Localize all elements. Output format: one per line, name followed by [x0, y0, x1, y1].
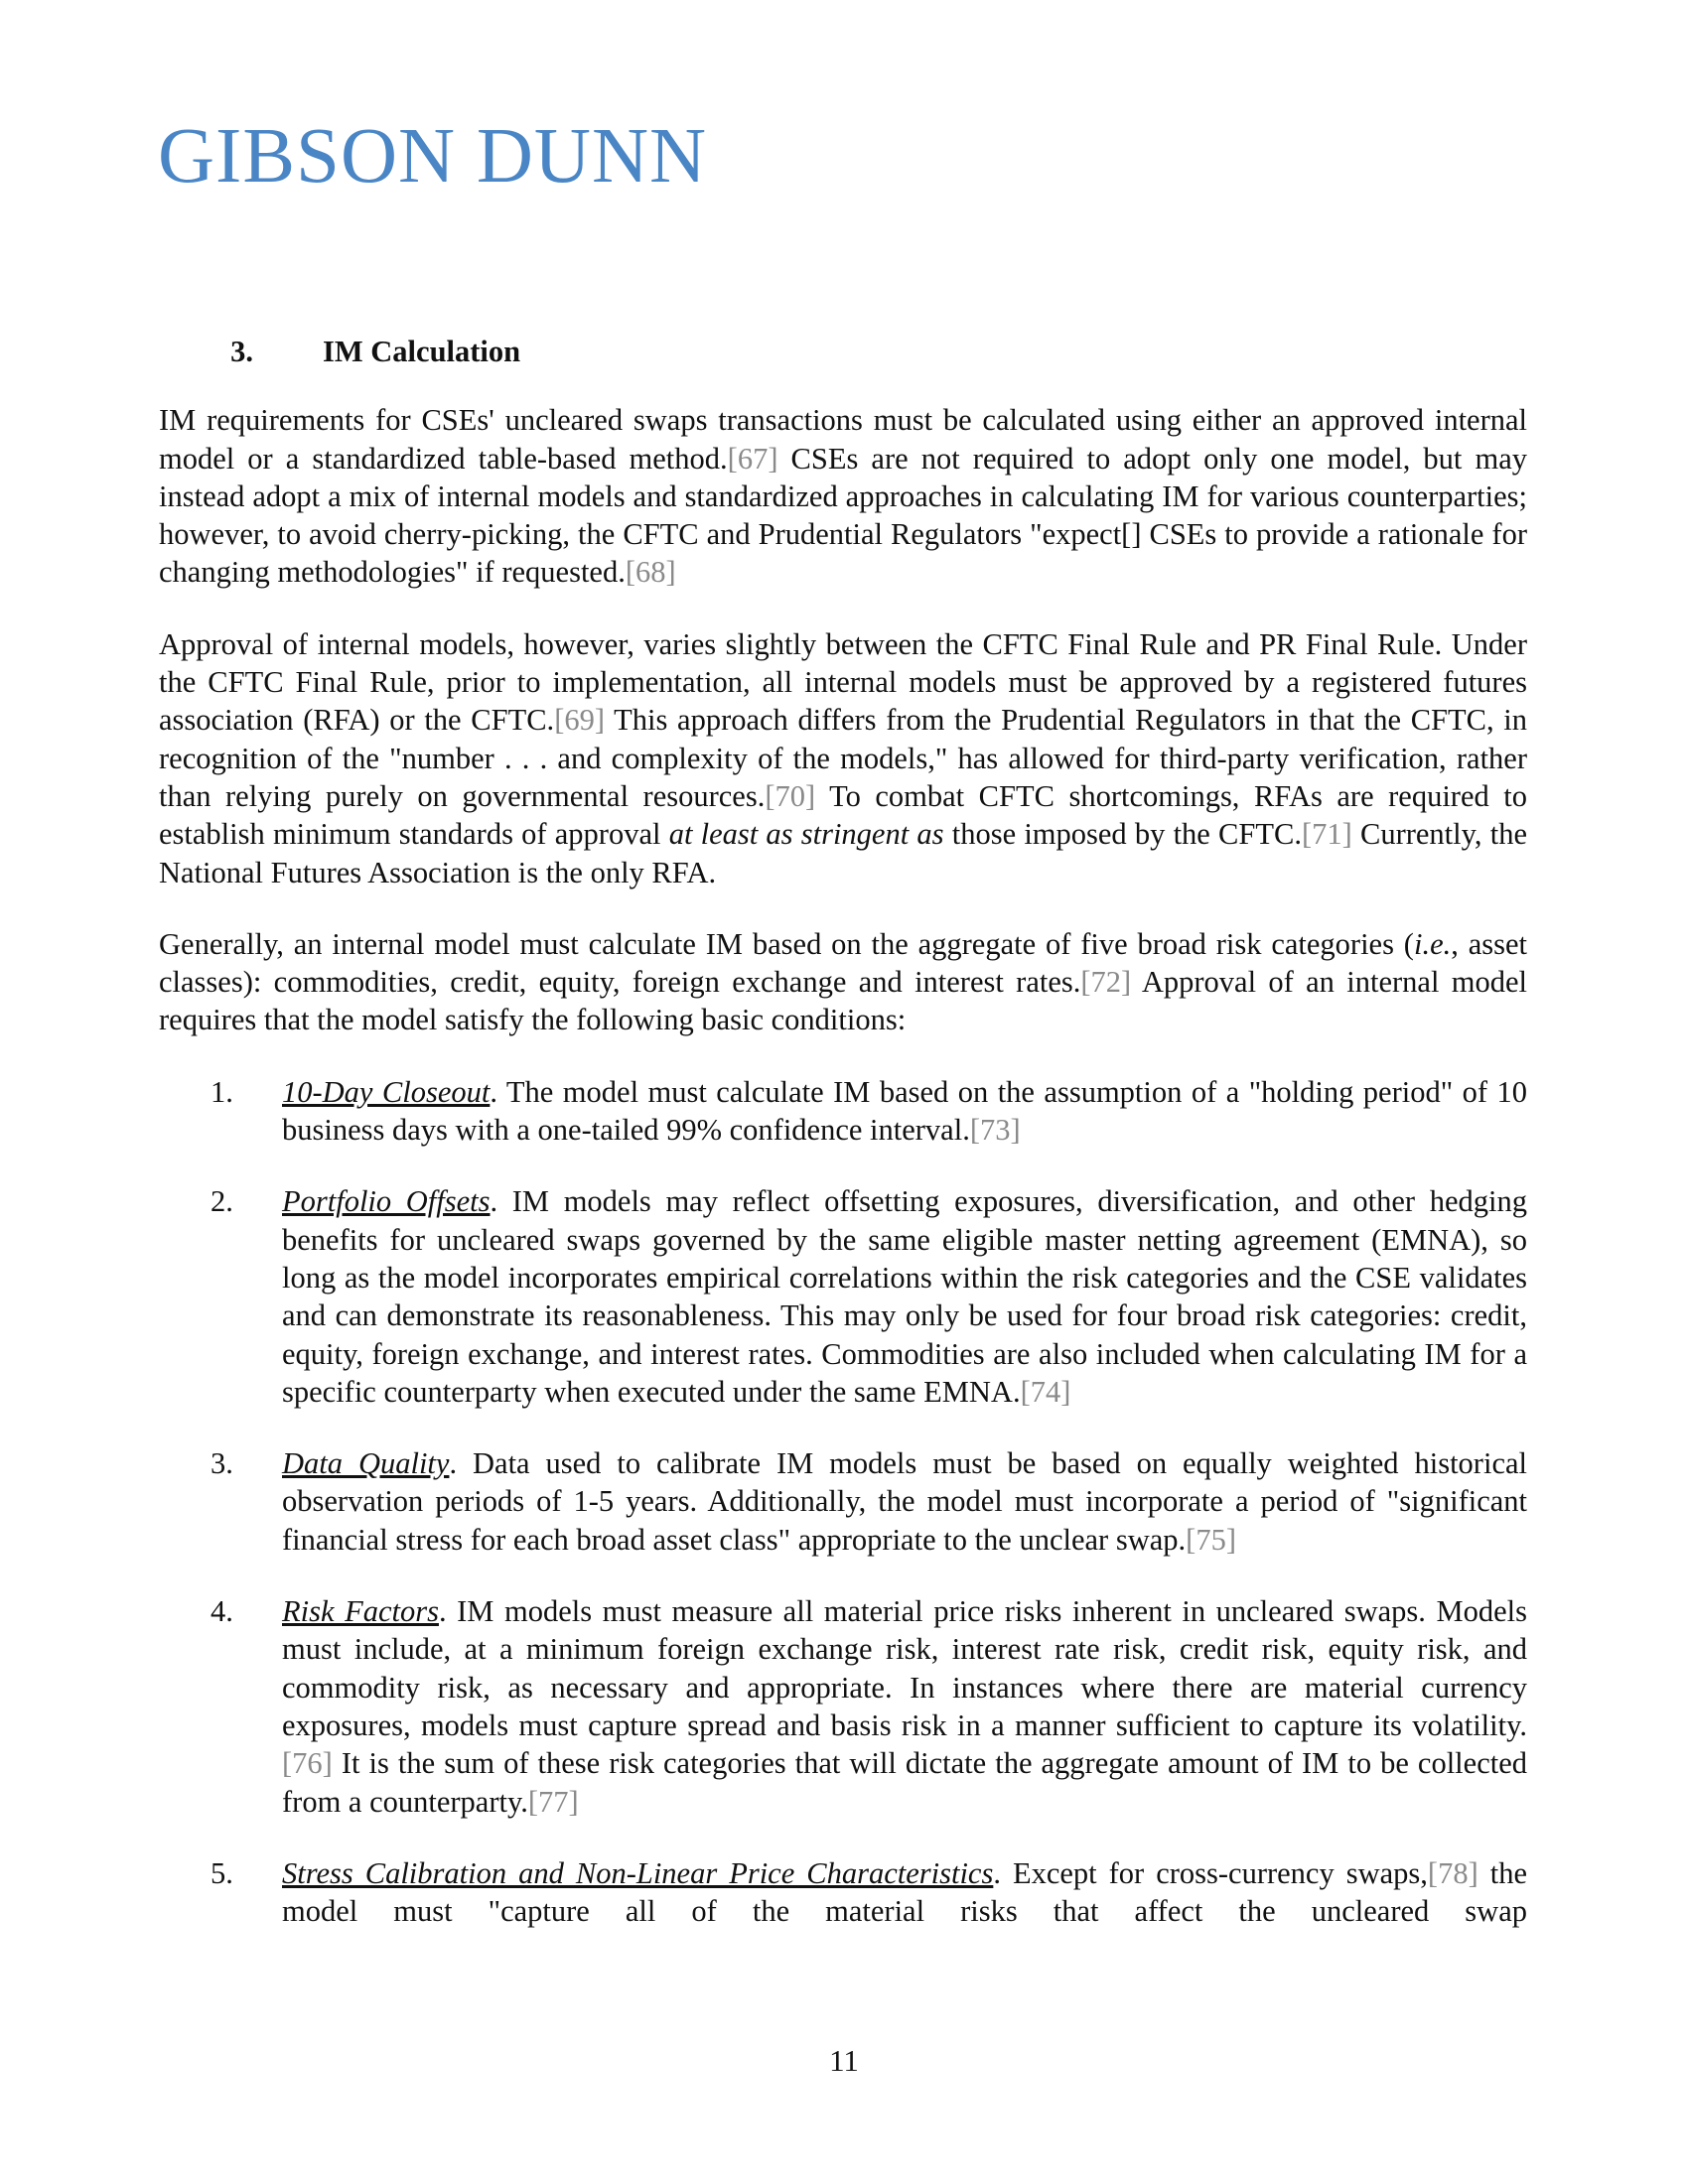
list-item-title: Stress Calibration and Non-Linear Price Characteristics	[282, 1855, 994, 1890]
footnote-link-70[interactable]: [70]	[765, 778, 816, 813]
footnote-link-68[interactable]: [68]	[625, 555, 676, 590]
footnote-link-78[interactable]: [78]	[1427, 1855, 1478, 1890]
list-item-number: 2.	[211, 1184, 233, 1219]
footnote-link-73[interactable]: [73]	[969, 1113, 1021, 1148]
section-title: IM Calculation	[323, 335, 521, 368]
paragraph-1: IM requirements for CSEs' uncleared swaps transactions must be calculated using either an approved internal model or a standardized table-based method.[67] CSEs are not required to adopt only one model, but may instead adopt a mix of internal models and standardized approaches in calculating IM for various counterparties; however, to avoid cherry-picking, the CFTC and Prudential Regulators "expect[] CSEs to provide a rationale for changing methodologies" if requested.[68]	[159, 403, 1527, 590]
footnote-link-77[interactable]: [77]	[527, 1784, 579, 1819]
footnote-link-75[interactable]: [75]	[1186, 1522, 1236, 1557]
list-item: 2. Portfolio Offsets. IM models may reflect offsetting exposures, diversification, and other hedging benefits for uncleared swaps governed by the same eligible master netting agreement (EMNA), so long as the model incorporates empirical correlations within the risk categories and the CSE validates and can demonstrate its reasonableness. This may only be used for four broad risk categories: credit, equity, foreign exchange, and interest rates. Commodities are also included when calculating IM for a specific counterparty when executed under the same EMNA.[74]	[159, 1182, 1527, 1411]
footnote-link-76[interactable]: [76]	[282, 1746, 333, 1781]
list-item: 4. Risk Factors. IM models must measure all material price risks inherent in uncleared swaps. Models must include, at a minimum foreign exchange risk, interest rate risk, credit risk, equity risk, and commodity risk, as necessary and appropriate. In instances where there are material currency exposures, models must capture spread and basis risk in a manner sufficient to capture its volatility.[76] It is the sum of these risk categories that will dictate the aggregate amount of IM to be collected from a counterparty.[77]	[159, 1592, 1527, 1821]
footnote-link-72[interactable]: [72]	[1080, 965, 1132, 1000]
paragraph-2: Approval of internal models, however, varies slightly between the CFTC Final Rule and PR Final Rule. Under the CFTC Final Rule, prior to implementation, all internal models must be approved by a registered futures association (RFA) or the CFTC.[69] This approach differs from the Prudential Regulators in that the CFTC, in recognition of the "number . . . and complexity of the models," has allowed for third-party verification, rather than relying purely on governmental resources.[70] To combat CFTC shortcomings, RFAs are required to establish minimum standards of approval at least as stringent as those imposed by the CFTC.[71] Currently, the National Futures Association is the only RFA.	[159, 626, 1527, 889]
gibson-dunn-logo: GIBSON DUNN	[158, 113, 708, 200]
list-item-number: 3.	[211, 1446, 233, 1481]
section-number: 3.	[230, 335, 253, 368]
section-heading	[159, 333, 1527, 370]
footnote-link-67[interactable]: [67]	[727, 441, 778, 476]
list-item-title: Data Quality	[282, 1446, 450, 1481]
footnote-link-71[interactable]: [71]	[1301, 817, 1352, 852]
list-item-title: Portfolio Offsets	[282, 1184, 491, 1219]
list-item-title: Risk Factors	[282, 1594, 439, 1629]
list-item: 5. Stress Calibration and Non-Linear Price Characteristics. Except for cross-currency swaps,[78] the model must "capture all of the material risks that affect the uncleared swap	[159, 1854, 1527, 1931]
footnote-link-74[interactable]: [74]	[1020, 1374, 1071, 1409]
conditions-list	[159, 1073, 1527, 1931]
paragraph-3: Generally, an internal model must calculate IM based on the aggregate of five broad risk categories (i.e., asset classes): commodities, credit, equity, foreign exchange and interest rates.[72] Approval of an internal model requires that the model satisfy the following basic conditions:	[159, 926, 1528, 1037]
list-item-number: 5.	[211, 1855, 233, 1890]
page-number: 11	[829, 2043, 859, 2078]
list-item-number: 1.	[211, 1074, 233, 1109]
list-item-number: 4.	[211, 1594, 233, 1629]
document-body	[159, 333, 1527, 1930]
list-item: 1. 10-Day Closeout. The model must calculate IM based on the assumption of a "holding period" of 10 business days with a one-tailed 99% confidence interval.[73]	[159, 1073, 1527, 1150]
footnote-link-69[interactable]: [69]	[554, 703, 606, 738]
list-item-title: 10-Day Closeout	[282, 1074, 491, 1109]
list-item: 3. Data Quality. Data used to calibrate IM models must be based on equally weighted historical observation periods of 1-5 years. Additionally, the model must incorporate a period of "significant financial stress for each broad asset class" appropriate to the unclear swap.[75]	[159, 1444, 1527, 1559]
